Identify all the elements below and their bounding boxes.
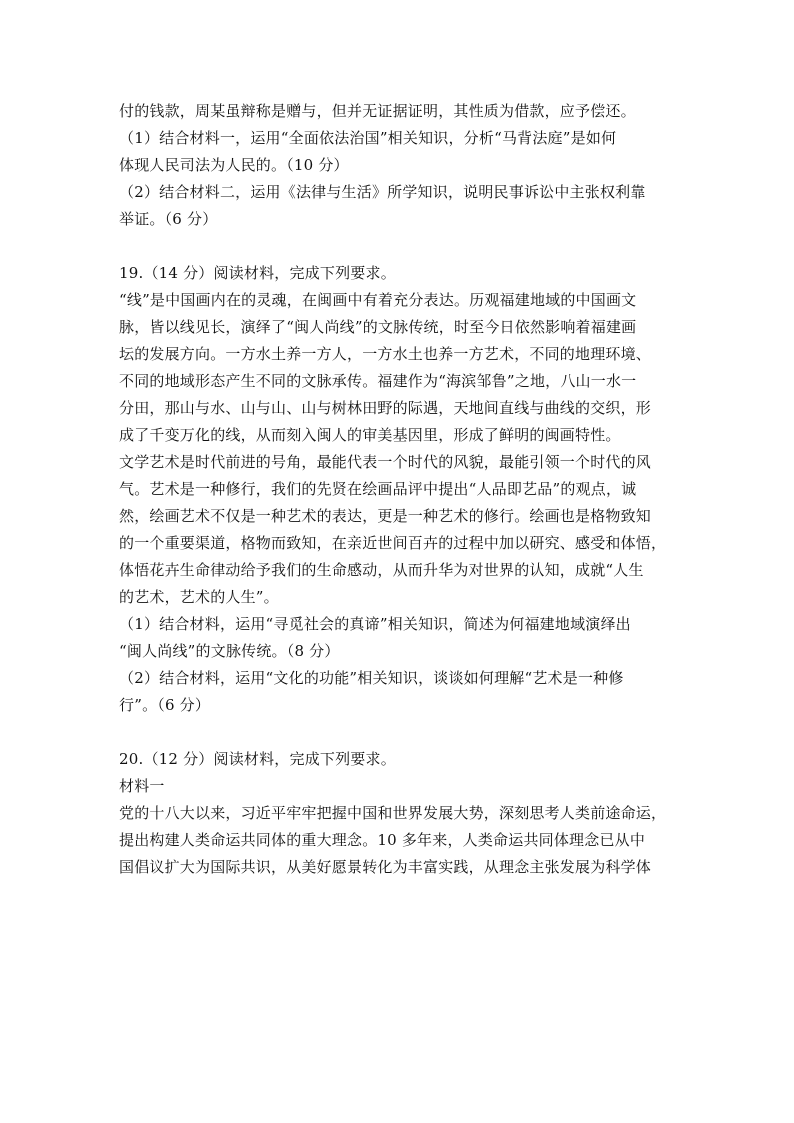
q19-p1-line: “线”是中国画内在的灵魂，在闽画中有着充分表达。历观福建地域的中国画文 bbox=[119, 291, 637, 309]
q18-material-tail: 付的钱款，周某虽辩称是赠与，但并无证据证明，其性质为借款，应予偿还。 bbox=[119, 102, 636, 120]
q18-sub1-line2: 体现人民司法为人民的。（10 分） bbox=[119, 156, 349, 174]
q19-sub2-line1: （2）结合材料，运用“文化的功能”相关知识，谈谈如何理解“艺术是一种修 bbox=[119, 669, 624, 687]
q19-p1-line: 成了千变万化的线，从而刻入闽人的审美基因里，形成了鲜明的闽画特性。 bbox=[119, 426, 621, 444]
q19-header: 19.（14 分）阅读材料，完成下列要求。 bbox=[119, 264, 396, 282]
q19-p2-line: 然，绘画艺术不仅是一种艺术的表达，更是一种艺术的修行。绘画也是格物致知 bbox=[119, 507, 652, 525]
q19-p1-line: 脉，皆以线见长，演绎了“闽人尚线”的文脉传统，时至今日依然影响着福建画 bbox=[119, 318, 637, 336]
q19-p2-line: 文学艺术是时代前进的号角，最能代表一个时代的风貌，最能引领一个时代的风 bbox=[119, 453, 652, 471]
q19-p2-line: 气。艺术是一种修行，我们的先贤在绘画品评中提出“人品即艺品”的观点，诚 bbox=[119, 480, 637, 498]
q20-material-label: 材料一 bbox=[119, 777, 165, 795]
q20-p1-line: 提出构建人类命运共同体的重大理念。10 多年来，人类命运共同体理念已从中 bbox=[119, 831, 646, 849]
q19-p1-line: 坛的发展方向。一方水土养一方人，一方水土也养一方艺术，不同的地理环境、 bbox=[119, 345, 652, 363]
q19-p2-line: 的艺术，艺术的人生”。 bbox=[119, 588, 279, 606]
q19-p1-line: 不同的地域形态产生不同的文脉承传。福建作为“海滨邹鲁”之地，八山一水一 bbox=[119, 372, 637, 390]
q19-sub1-line2: “闽人尚线”的文脉传统。（8 分） bbox=[119, 642, 340, 660]
spacer bbox=[119, 719, 679, 746]
q20-p1-line: 党的十八大以来，习近平牢牢把握中国和世界发展大势，深刻思考人类前途命运， bbox=[119, 804, 667, 822]
q18-sub1-line1: （1）结合材料一，运用“全面依法治国”相关知识，分析“马背法庭”是如何 bbox=[119, 129, 617, 147]
q19-sub2-line2: 行”。（6 分） bbox=[119, 696, 211, 714]
q18-sub2-line2: 举证。（6 分） bbox=[119, 210, 218, 228]
spacer bbox=[119, 233, 679, 260]
q20-header: 20.（12 分）阅读材料，完成下列要求。 bbox=[119, 750, 396, 768]
q18-sub2-line1: （2）结合材料二，运用《法律与生活》所学知识，说明民事诉讼中主张权利靠 bbox=[119, 183, 646, 201]
q19-p2-line: 的一个重要渠道，格物而致知，在亲近世间百卉的过程中加以研究、感受和体悟， bbox=[119, 534, 667, 552]
q19-p2-line: 体悟花卉生命律动给予我们的生命感动，从而升华为对世界的认知，成就“人生 bbox=[119, 561, 644, 579]
q19-p1-line: 分田，那山与水、山与山、山与树林田野的际遇，天地间直线与曲线的交织，形 bbox=[119, 399, 652, 417]
q19-sub1-line1: （1）结合材料，运用“寻觅社会的真谛”相关知识，简述为何福建地域演绎出 bbox=[119, 615, 631, 633]
q20-p1-line: 国倡议扩大为国际共识，从美好愿景转化为丰富实践，从理念主张发展为科学体 bbox=[119, 858, 652, 876]
document-page bbox=[119, 98, 679, 881]
